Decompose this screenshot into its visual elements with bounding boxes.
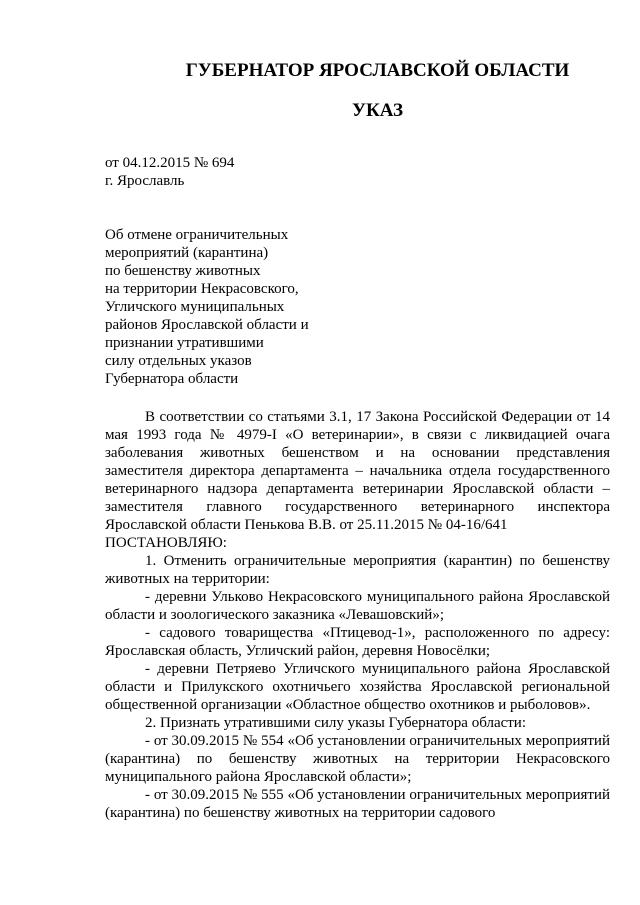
subject-line: на территории Некрасовского, — [105, 281, 299, 297]
subject-line: силу отдельных указов — [105, 353, 252, 369]
item-1-subitem: - деревни Ульково Некрасовского муниципального района Ярославской области и зоологического заказника «Левашовский»; — [105, 589, 610, 623]
subject-line: Угличского муниципальных — [105, 299, 285, 315]
document-meta — [105, 154, 234, 190]
subject-line: признании утратившими — [105, 335, 264, 351]
subject-line: районов Ярославской области и — [105, 317, 309, 333]
decree-word: ПОСТАНОВЛЯЮ: — [105, 535, 227, 551]
subject-line: по бешенству животных — [105, 263, 261, 279]
subject-line: Губернатора области — [105, 371, 239, 387]
item-1-subitem: - деревни Петряево Угличского муниципального района Ярославской области и Прилукского охотничьего хозяйства Ярославской региональной общественной организации «Областное общество охотников и рыболовов». — [105, 661, 610, 713]
item-2-subitem: - от 30.09.2015 № 555 «Об установлении ограничительных мероприятий (карантина) по бешенству животных на территории садового — [105, 787, 610, 821]
document-type-heading: УКАЗ — [352, 100, 403, 121]
item-1: 1. Отменить ограничительные мероприятия (карантин) по бешенству животных на территории: — [105, 553, 610, 587]
document-body — [105, 408, 610, 822]
document-subject — [105, 226, 309, 388]
item-2: 2. Признать утратившими силу указы Губернатора области: — [145, 715, 527, 731]
subject-line: Об отмене ограничительных — [105, 227, 289, 243]
preamble-paragraph: В соответствии со статьями 3.1, 17 Закона Российской Федерации от 14 мая 1993 года № 4979-I «О ветеринарии», в связи с ликвидацией очага заболевания животных бешенством и на основании представления заместителя директора департамента – начальника отдела государственного ветеринарного надзора департамента ветеринарии Ярославской области – заместителя главного государственного ветеринарного инспектора Ярославской области Пенькова В.В. от 25.11.2015 № 04-16/641 — [105, 409, 610, 533]
item-1-subitem: - садового товарищества «Птицевод-1», расположенного по адресу: Ярославская область, Угличский район, деревня Новосёлки; — [105, 625, 610, 659]
date-number: от 04.12.2015 № 694 — [105, 155, 235, 171]
subject-line: мероприятий (карантина) — [105, 245, 269, 261]
item-2-subitem: - от 30.09.2015 № 554 «Об установлении ограничительных мероприятий (карантина) по бешенству животных на территории Некрасовского муниципального района Ярославской области»; — [105, 733, 610, 785]
issuing-authority-heading: ГУБЕРНАТОР ЯРОСЛАВСКОЙ ОБЛАСТИ — [185, 60, 570, 81]
place: г. Ярославль — [105, 173, 185, 189]
